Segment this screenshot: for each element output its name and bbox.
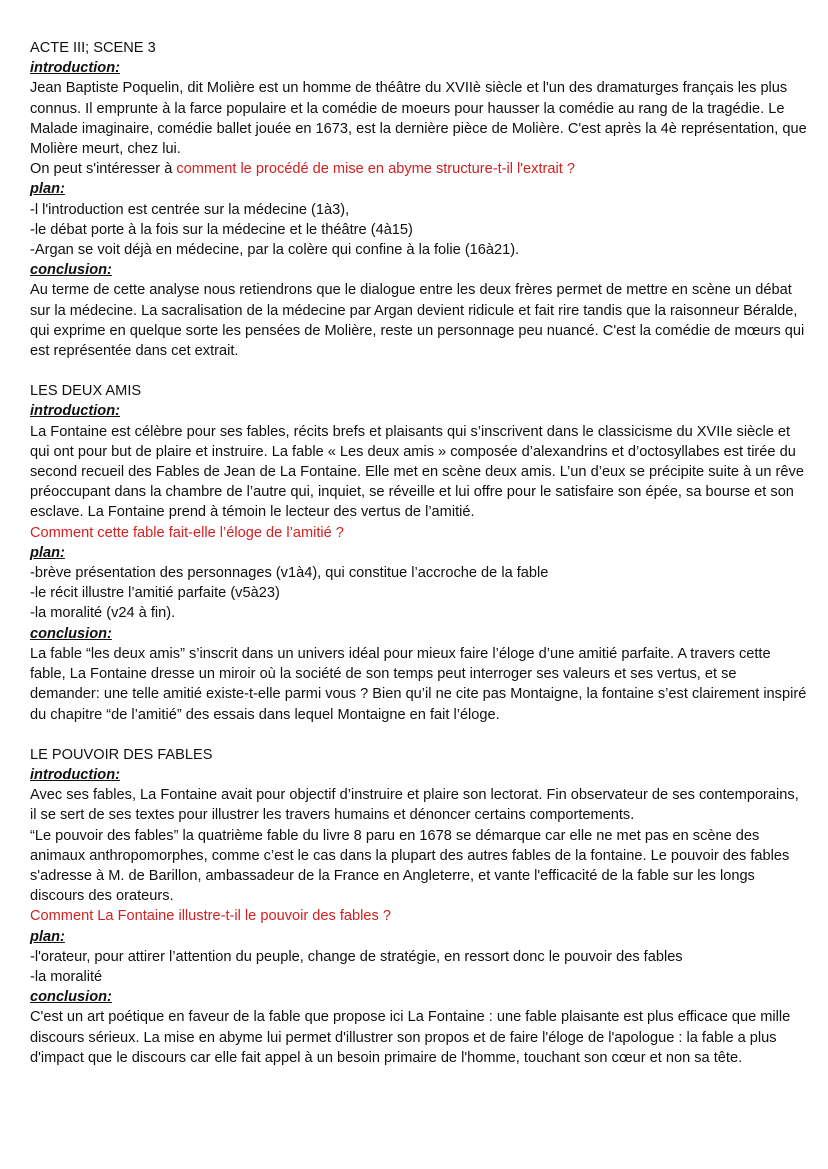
plan-label: plan:: [30, 181, 65, 198]
question-text: Comment La Fontaine illustre-t-il le pouvoir des fables ?: [30, 908, 391, 925]
introduction-label: introduction:: [30, 60, 120, 77]
question-text: Comment cette fable fait-elle l’éloge de l’amitié ?: [30, 524, 344, 541]
plan-item: -le débat porte à la fois sur la médecine et le théâtre (4à15): [30, 221, 413, 238]
question-prefix: On peut s'intéresser à: [30, 161, 177, 178]
section-title: LE POUVOIR DES FABLES: [30, 746, 213, 763]
plan-item: -l'orateur, pour attirer l’attention du peuple, change de stratégie, en ressort donc le pouvoir des fables: [30, 948, 683, 965]
problematique: [30, 159, 808, 179]
introduction-text: Jean Baptiste Poquelin, dit Molière est un homme de théâtre du XVIIè siècle et l'un des dramaturges français les plus connus. Il emprunte à la farce populaire et la comédie de moeurs pour hausser la comédie au rang de la tragédie. Le Malade imaginaire, comédie ballet jouée en 1673, est la dernière pièce de Molière. C'est après la 4è représentation, que Molière meurt, chez lui.: [30, 80, 807, 158]
section-spacer: [30, 361, 808, 381]
introduction-label: introduction:: [30, 766, 120, 783]
conclusion-text: La fable “les deux amis” s’inscrit dans un univers idéal pour mieux faire l’éloge d’une amitié parfaite. A travers cette fable, La Fontaine dresse un miroir où la société de son temps peut interroger ses valeurs et ses vertus, et se demander: une telle amitié existe-t-elle parmi vous ? Bien qu’il ne cite pas Montaigne, la fontaine s’est clairement inspiré du chapitre “de l’amitié” des essais dans lequel Montaigne en fait l’éloge.: [30, 645, 807, 723]
introduction-text: La Fontaine est célèbre pour ses fables, récits brefs et plaisants qui s’inscrivent dans le classicisme du XVIIe siècle et qui ont pour but de plaire et instruire. La fable « Les deux amis » composée d’alexandrins et d’octosyllabes est tirée du second recueil des Fables de Jean de La Fontaine. Elle met en scène deux amis. L’un d’eux se précipite suite à un rêve préoccupant dans la chambre de l’autre qui, inquiet, se réveille et lui offre pour le satisfaire son épée, sa bourse et son esclave. La Fontaine prend à témoin le lecteur des vertus de l’amitié.: [30, 423, 804, 521]
plan-item: -le récit illustre l’amitié parfaite (v5à23): [30, 585, 280, 602]
plan-list: [30, 947, 808, 987]
plan-list: [30, 200, 808, 261]
plan-item: -la moralité: [30, 968, 103, 985]
introduction-label: introduction:: [30, 403, 120, 420]
section-les-deux-amis: [30, 381, 808, 724]
introduction-text: Avec ses fables, La Fontaine avait pour objectif d’instruire et plaire son lectorat. Fin observateur de ses contemporains, il se sert de ses textes pour illustrer les travers humains et dénoncer certains comportements.: [30, 787, 799, 824]
plan-item: -brève présentation des personnages (v1à4), qui constitue l’accroche de la fable: [30, 565, 549, 582]
conclusion-label: conclusion:: [30, 262, 112, 279]
conclusion-text: C'est un art poétique en faveur de la fable que propose ici La Fontaine : une fable plaisante est plus efficace que mille discours sérieux. La mise en abyme lui permet d'illustrer son propos et de faire l'éloge de l'apologue : la fable a plus d'impact que le discours car elle fait appel à un besoin primaire de l'homme, touchant son cœur et non sa tête.: [30, 1009, 791, 1066]
conclusion-text: Au terme de cette analyse nous retiendrons que le dialogue entre les deux frères permet de mettre en scène un débat sur la médecine. La sacralisation de la médecine par Argan devient ridicule et fait rire tandis que la raisonneur Béralde, qui exprime en quelque sorte les pensées de Molière, reste un personnage peu nuancé. C'est la comédie de mœurs qui est représentée dans cet extrait.: [30, 282, 805, 360]
section-acte-iii-scene-3: [30, 38, 808, 361]
conclusion-label: conclusion:: [30, 989, 112, 1006]
introduction-text-continued: “Le pouvoir des fables” la quatrième fable du livre 8 paru en 1678 se démarque car elle ne met pas en scène des animaux anthropomorphes, comme c’est le cas dans la plupart des autres fables de la fontaine. Le pouvoir des fables s'adresse à M. de Barillon, ambassadeur de la France en Angleterre, et vante l'efficacité de la fable sur les longs discours des orateurs.: [30, 827, 790, 905]
section-le-pouvoir-des-fables: [30, 745, 808, 1068]
section-title: LES DEUX AMIS: [30, 383, 142, 400]
question-text: comment le procédé de mise en abyme structure-t-il l'extrait ?: [176, 161, 575, 178]
plan-label: plan:: [30, 928, 65, 945]
plan-label: plan:: [30, 544, 65, 561]
plan-item: -Argan se voit déjà en médecine, par la colère qui confine à la folie (16à21).: [30, 242, 520, 259]
plan-item: -la moralité (v24 à fin).: [30, 605, 176, 622]
section-spacer: [30, 725, 808, 745]
plan-item: -l l'introduction est centrée sur la médecine (1à3),: [30, 201, 350, 218]
conclusion-label: conclusion:: [30, 625, 112, 642]
plan-list: [30, 563, 808, 624]
section-title: ACTE III; SCENE 3: [30, 40, 156, 56]
